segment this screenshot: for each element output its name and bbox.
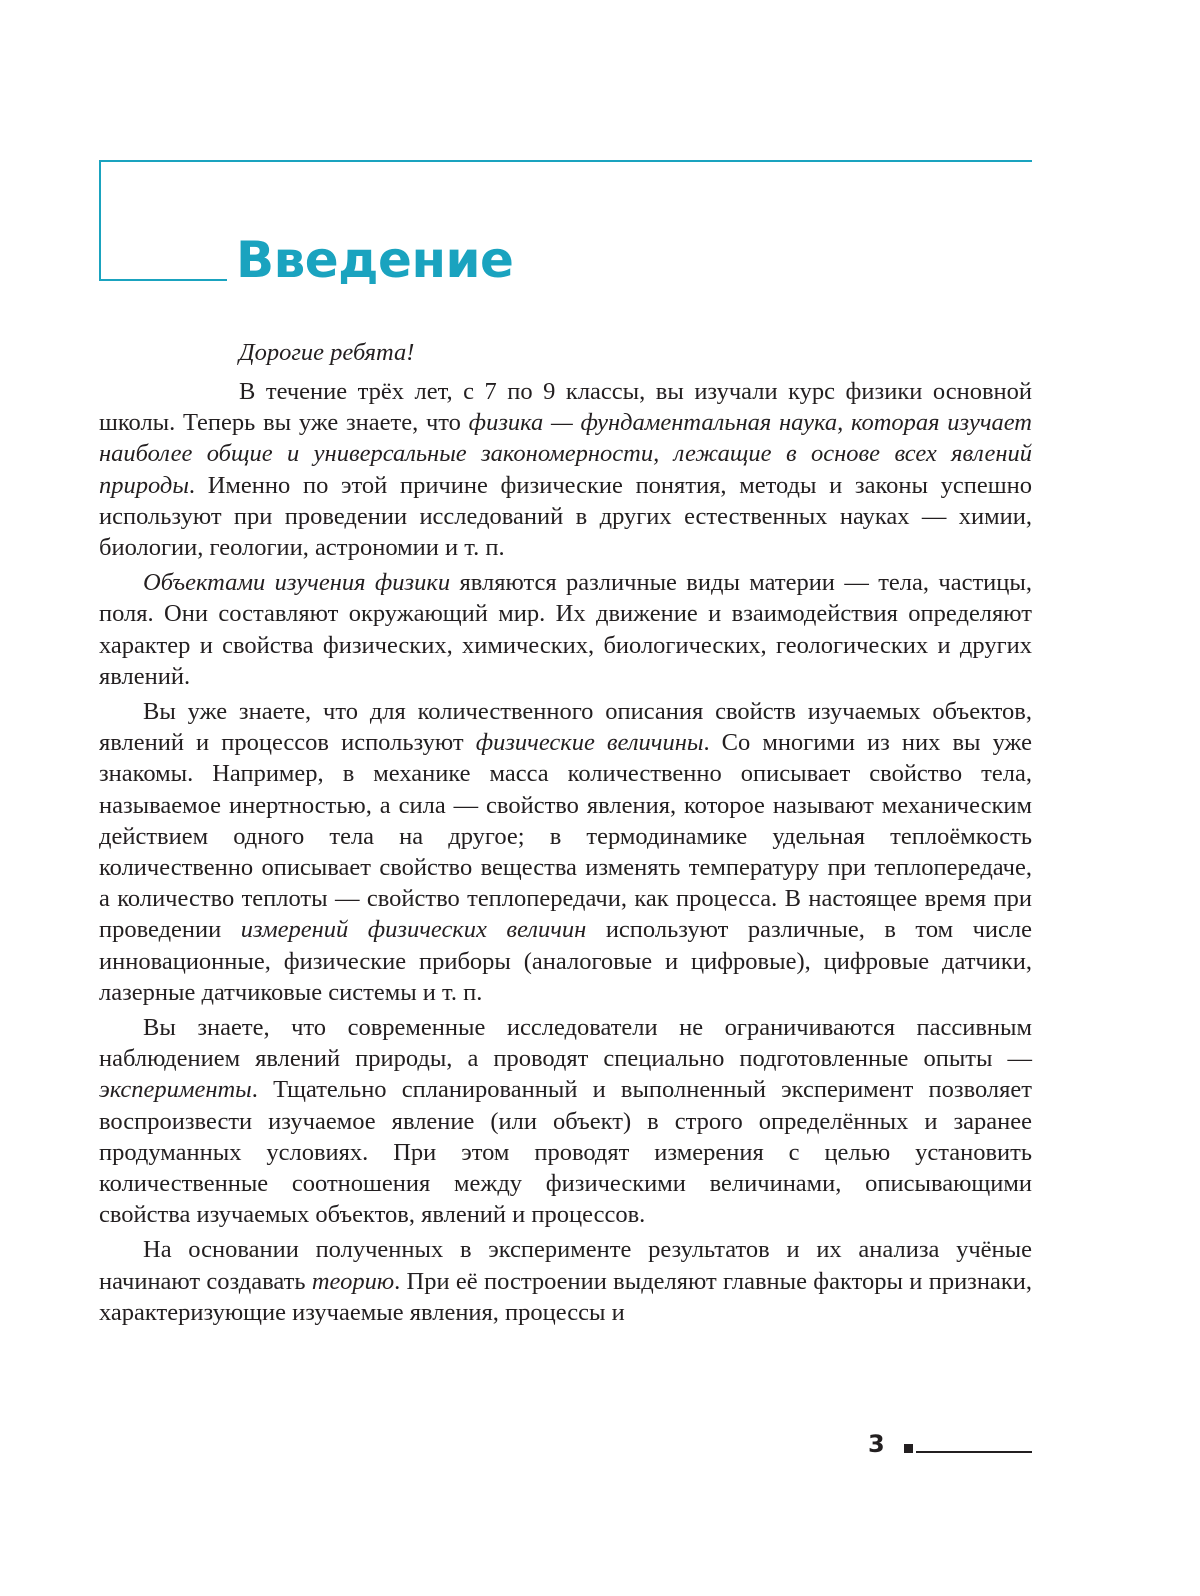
page-number: 3 xyxy=(868,1430,885,1458)
chapter-frame-left-rule xyxy=(99,160,101,281)
paragraph-3-emphasis-1: физические величины xyxy=(475,729,704,757)
paragraph-4 xyxy=(99,1012,1032,1230)
paragraph-5-emphasis-1: теорию xyxy=(311,1267,395,1295)
paragraph-2-emphasis-1: Объектами изучения физики xyxy=(143,569,451,597)
paragraph-4-text-1: Вы знаете, что современные исследователи не ограничиваются пассивным наблюдением явлений природы, а проводят специально подготовленные опыты — xyxy=(99,1014,1032,1073)
paragraph-5-text-1: На основании полученных в эксперименте результатов и их анализа учёные начинают создавать xyxy=(99,1236,1032,1295)
paragraph-3 xyxy=(99,696,1032,1008)
paragraph-3-emphasis-2: измерений физических величин xyxy=(240,916,587,944)
paragraph-3-text-1: Вы уже знаете, что для количественного описания свойств изучаемых объектов, явлений и процессов используют xyxy=(99,698,1032,757)
paragraph-3-text-2: . Со многими из них вы уже знакомы. Например, в механике масса количественно описывает свойство тела, называемое инертностью, а сила — свойство явления, которое называют механическим действием одного тела на другое; в термодинамике удельная теплоёмкость количественно описывает свойство вещества изменять температуру при теплопередаче, а количество теплоты — свойство теплопередачи, как процесса. В настоящее время при проведении xyxy=(99,729,1032,944)
footer-square-mark xyxy=(904,1444,913,1453)
paragraph-1-text-1: В течение трёх лет, с 7 по 9 классы, вы изучали курс физики основной школы. Теперь вы уже знаете, что xyxy=(99,378,1032,437)
paragraph-2 xyxy=(99,567,1032,692)
paragraph-1-text-2: . Именно по этой причине физические понятия, методы и законы успешно используют при проведении исследований в других естественных науках — химии, биологии, геологии, астрономии и т. п. xyxy=(99,471,1032,562)
body-text xyxy=(99,336,1032,1328)
paragraph-4-emphasis-1: эксперименты xyxy=(99,1076,252,1104)
paragraph-2-text-1: являются различные виды материи — тела, частицы, поля. Они составляют окружающий мир. Их движение и взаимодействия определяют характер и свойства физических, химических, биологических, геологических и других явлений. xyxy=(99,569,1032,690)
paragraph-4-text-2: . Тщательно спланированный и выполненный эксперимент позволяет воспроизвести изучаемое явление (или объект) в строго определённых и заранее продуманных условиях. При этом проводят измерения с целью установить количественные соотношения между физическими величинами, описывающими свойства изучаемых объектов, явлений и процессов. xyxy=(99,1076,1032,1229)
paragraph-3-text-3: используют различные, в том числе инновационные, физические приборы (аналоговые и цифровые), цифровые датчики, лазерные датчиковые системы и т. п. xyxy=(99,916,1033,1006)
chapter-frame-bottom-rule xyxy=(99,279,227,281)
footer-rule xyxy=(916,1451,1032,1453)
paragraph-5-text-2: . При её построении выделяют главные факторы и признаки, характеризующие изучаемые явления, процессы и xyxy=(99,1267,1032,1326)
paragraph-1-emphasis-1: физика — фундаментальная наука, которая изучает наиболее общие и универсальные закономерности, лежащие в основе всех явлений природы xyxy=(99,409,1032,499)
greeting: Дорогие ребята! xyxy=(239,339,415,366)
paragraph-1 xyxy=(99,376,1032,563)
chapter-frame-top-rule xyxy=(99,160,1032,162)
paragraph-5 xyxy=(99,1234,1032,1328)
chapter-title: Введение xyxy=(236,231,514,289)
